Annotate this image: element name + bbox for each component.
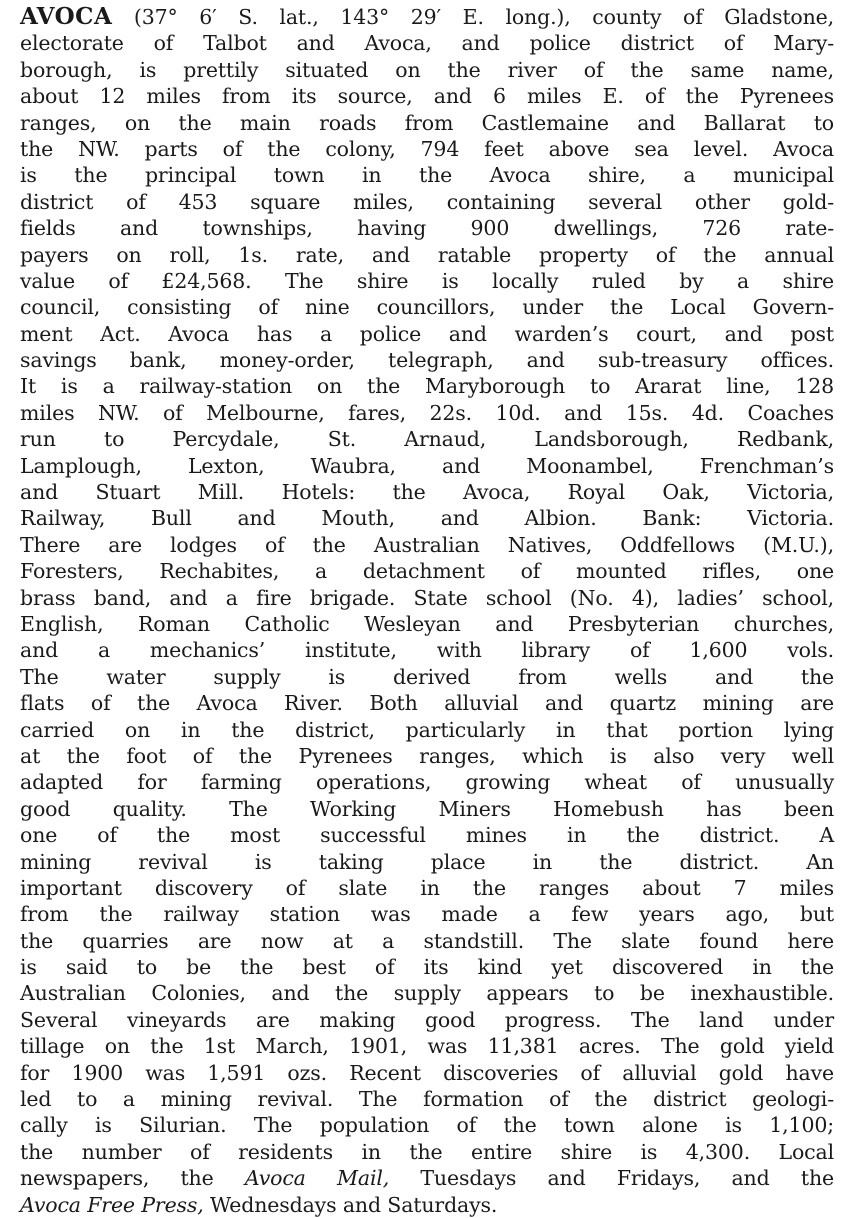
text-line	[20, 294, 834, 320]
text-line	[20, 373, 834, 399]
text-segment: fields and townships, having 900 dwellings, 726 rate-	[20, 216, 834, 241]
text-line	[20, 57, 834, 83]
text-segment: and a mechanics’ institute, with library of 1,600 vols.	[20, 638, 834, 663]
text-line	[20, 268, 834, 294]
text-line	[20, 1007, 834, 1033]
text-segment: The water supply is derived from wells and the	[20, 664, 834, 689]
text-line	[20, 347, 834, 373]
text-line	[20, 426, 834, 452]
text-line	[20, 83, 834, 109]
text-segment: good quality. The Working Miners Homebush has been	[20, 796, 834, 821]
text-segment: Wednesdays and Saturdays.	[203, 1192, 498, 1217]
text-line	[20, 743, 834, 769]
text-line	[20, 558, 834, 584]
entry-headword: AVOCA	[20, 3, 113, 30]
text-segment: ranges, on the main roads from Castlemaine and Ballarat to	[20, 110, 834, 135]
text-segment: Railway, Bull and Mouth, and Albion. Bank: Victoria.	[20, 506, 834, 531]
text-line	[20, 1165, 834, 1191]
text-segment: one of the most successful mines in the district. A	[20, 823, 834, 848]
text-line	[20, 162, 834, 188]
text-segment: It is a railway-station on the Maryborough to Ararat line, 128	[20, 374, 834, 399]
text-segment: is said to be the best of its kind yet discovered in the	[20, 955, 834, 980]
text-segment: at the foot of the Pyrenees ranges, which is also very well	[20, 743, 834, 768]
text-line	[20, 1086, 834, 1112]
text-line	[20, 849, 834, 875]
text-segment: electorate of Talbot and Avoca, and police district of Mary-	[20, 31, 834, 56]
text-segment: the quarries are now at a standstill. The slate found here	[20, 928, 834, 953]
text-line	[20, 1060, 834, 1086]
text-line	[20, 796, 834, 822]
text-line	[20, 1033, 834, 1059]
text-line	[20, 1139, 834, 1165]
text-line	[20, 189, 834, 215]
text-line	[20, 875, 834, 901]
text-segment: carried on in the district, particularly in that portion lying	[20, 717, 834, 742]
text-segment: the number of residents in the entire shire is 4,300. Local	[20, 1139, 834, 1164]
text-segment: value of £24,568. The shire is locally ruled by a shire	[20, 268, 834, 293]
text-line	[20, 928, 834, 954]
text-line	[20, 822, 834, 848]
text-segment: from the railway station was made a few years ago, but	[20, 902, 834, 927]
text-line	[20, 110, 834, 136]
text-line	[20, 954, 834, 980]
newspaper-title: Avoca Free Press,	[20, 1192, 204, 1217]
text-segment: the NW. parts of the colony, 794 feet above sea level. Avoca	[20, 136, 834, 161]
text-segment: English, Roman Catholic Wesleyan and Presbyterian churches,	[20, 611, 834, 636]
text-line	[20, 136, 834, 162]
text-line	[20, 980, 834, 1006]
text-segment: ment Act. Avoca has a police and warden’s court, and post	[20, 321, 834, 346]
text-segment: payers on roll, 1s. rate, and ratable property of the annual	[20, 242, 834, 267]
text-segment: miles NW. of Melbourne, fares, 22s. 10d. and 15s. 4d. Coaches	[20, 400, 834, 425]
text-segment: run to Percydale, St. Arnaud, Landsborough, Redbank,	[20, 427, 834, 452]
text-line	[20, 901, 834, 927]
gazetteer-entry	[20, 3, 834, 1217]
text-segment: (37° 6′ S. lat., 143° 29′ E. long.), county of Gladstone,	[112, 5, 834, 29]
text-line	[20, 4, 834, 30]
text-segment: Lamplough, Lexton, Waubra, and Moonambel, Frenchman’s	[20, 453, 834, 478]
text-line	[20, 769, 834, 795]
text-segment: about 12 miles from its source, and 6 miles E. of the Pyrenees	[20, 84, 834, 109]
text-segment: borough, is prettily situated on the river of the same name,	[20, 57, 834, 82]
text-segment: for 1900 was 1,591 ozs. Recent discoveries of alluvial gold have	[20, 1060, 834, 1085]
text-segment: flats of the Avoca River. Both alluvial and quartz mining are	[20, 691, 834, 716]
text-segment: adapted for farming operations, growing wheat of unusually	[20, 770, 834, 795]
text-segment: Tuesdays and Fridays, and the	[389, 1166, 834, 1191]
text-line	[20, 637, 834, 663]
text-line	[20, 664, 834, 690]
text-line	[20, 215, 834, 241]
text-segment: and Stuart Mill. Hotels: the Avoca, Royal Oak, Victoria,	[20, 480, 834, 505]
text-segment: Several vineyards are making good progress. The land under	[20, 1007, 834, 1032]
text-segment: Australian Colonies, and the supply appears to be inexhaustible.	[20, 981, 834, 1006]
text-line	[20, 453, 834, 479]
text-segment: tillage on the 1st March, 1901, was 11,381 acres. The gold yield	[20, 1034, 834, 1059]
text-segment: council, consisting of nine councillors, under the Local Govern-	[20, 295, 834, 320]
text-segment: cally is Silurian. The population of the town alone is 1,100;	[20, 1113, 834, 1138]
text-segment: Foresters, Rechabites, a detachment of mounted rifles, one	[20, 559, 834, 584]
entry-body	[20, 4, 834, 1218]
text-line	[20, 321, 834, 347]
text-segment: important discovery of slate in the ranges about 7 miles	[20, 875, 834, 900]
text-line	[20, 400, 834, 426]
text-segment: newspapers, the	[20, 1166, 245, 1191]
text-segment: savings bank, money-order, telegraph, and sub-treasury offices.	[20, 348, 834, 373]
text-segment: brass band, and a fire brigade. State school (No. 4), ladies’ school,	[20, 585, 834, 610]
text-segment: is the principal town in the Avoca shire, a municipal	[20, 163, 834, 188]
text-line	[20, 242, 834, 268]
newspaper-title: Avoca Mail,	[244, 1166, 390, 1191]
text-line	[20, 505, 834, 531]
text-segment: There are lodges of the Australian Natives, Oddfellows (M.U.),	[20, 532, 834, 557]
text-segment: district of 453 square miles, containing several other gold-	[20, 189, 834, 214]
text-line	[20, 1112, 834, 1138]
text-line	[20, 717, 834, 743]
text-segment: led to a mining revival. The formation of the district geologi-	[20, 1087, 834, 1112]
text-line	[20, 690, 834, 716]
text-line	[20, 611, 834, 637]
text-line	[20, 479, 834, 505]
text-line	[20, 30, 834, 56]
text-line	[20, 585, 834, 611]
text-segment: mining revival is taking place in the district. An	[20, 849, 834, 874]
text-line	[20, 532, 834, 558]
text-line	[20, 1192, 834, 1218]
